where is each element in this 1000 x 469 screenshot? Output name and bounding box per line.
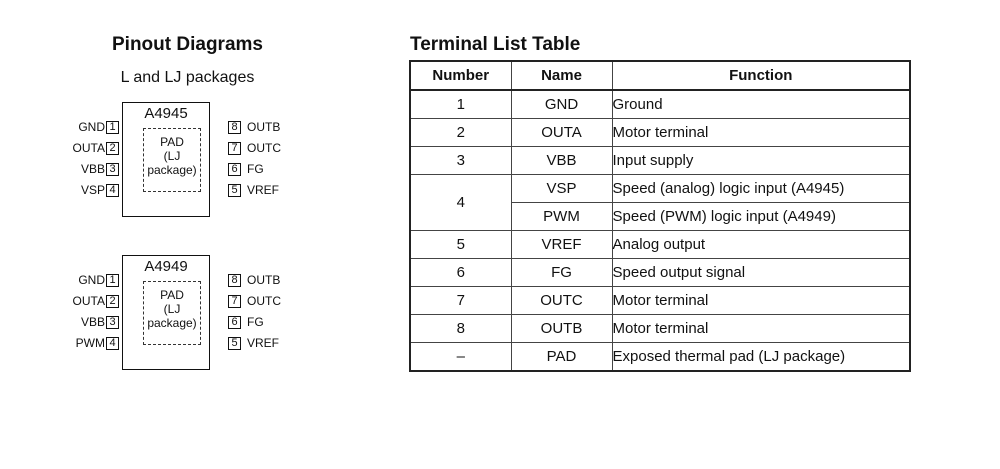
pin-label: OUTB	[247, 120, 281, 134]
pin-number: 7	[228, 295, 241, 308]
pin-number: 8	[228, 121, 241, 134]
table-row	[410, 287, 910, 315]
pin-number: 8	[228, 274, 241, 287]
pin-number: 3	[106, 316, 119, 329]
pin-label: VREF	[247, 183, 280, 197]
pin-label: PWM	[75, 336, 105, 350]
cell-number: 2	[410, 119, 511, 147]
cell-number: 1	[410, 90, 511, 119]
table-title: Terminal List Table	[410, 34, 581, 55]
pin-number: 3	[106, 163, 119, 176]
table-row	[410, 147, 910, 175]
pin-number: 5	[228, 337, 241, 350]
terminal-list-table	[409, 60, 911, 372]
pin-number: 4	[106, 184, 119, 197]
pin-number: 5	[228, 184, 241, 197]
pin-number: 1	[106, 274, 119, 287]
pin-label: GND	[78, 120, 105, 134]
pad-label: package)	[147, 316, 197, 330]
chip-part-number: A4945	[144, 105, 188, 122]
cell-name: OUTA	[511, 119, 612, 147]
pad-label: PAD	[160, 288, 184, 302]
cell-number: 7	[410, 287, 511, 315]
pin-label: OUTA	[72, 141, 105, 155]
cell-function: Motor terminal	[612, 287, 910, 315]
pin-label: FG	[247, 162, 264, 176]
pad-label: (LJ	[163, 302, 181, 316]
cell-name: VBB	[511, 147, 612, 175]
cell-function: Motor terminal	[612, 119, 910, 147]
table-row	[410, 175, 910, 203]
cell-function: Motor terminal	[612, 315, 910, 343]
cell-function: Exposed thermal pad (LJ package)	[612, 343, 910, 372]
cell-name: OUTB	[511, 315, 612, 343]
pin-label: OUTB	[247, 273, 281, 287]
cell-name: PAD	[511, 343, 612, 372]
chip-part-number: A4949	[144, 258, 188, 275]
pinout-subtitle: L and LJ packages	[120, 69, 255, 86]
pin-label: OUTC	[247, 141, 281, 155]
pin-label: OUTC	[247, 294, 281, 308]
pin-label: VSP	[80, 183, 105, 197]
pin-label: OUTA	[72, 294, 105, 308]
cell-name: VREF	[511, 231, 612, 259]
pin-number: 1	[106, 121, 119, 134]
table-row	[410, 231, 910, 259]
header-name: Name	[511, 61, 612, 90]
pin-label: FG	[247, 315, 264, 329]
cell-name: GND	[511, 90, 612, 119]
pad-label: package)	[147, 163, 197, 177]
cell-function: Speed (PWM) logic input (A4949)	[612, 203, 910, 231]
table-header-row	[410, 61, 910, 90]
pin-number: 4	[106, 337, 119, 350]
pin-label: VBB	[80, 162, 105, 176]
chip-body	[122, 102, 210, 217]
table-row	[410, 343, 910, 372]
table-row	[410, 90, 910, 119]
header-function: Function	[612, 61, 910, 90]
pinout-title: Pinout Diagrams	[112, 34, 263, 55]
pin-number: 2	[106, 142, 119, 155]
cell-name: FG	[511, 259, 612, 287]
cell-function: Speed output signal	[612, 259, 910, 287]
pin-label: VBB	[80, 315, 105, 329]
header-number: Number	[410, 61, 511, 90]
package-diagram	[60, 255, 320, 380]
table-row	[410, 315, 910, 343]
pin-number: 6	[228, 316, 241, 329]
cell-function: Ground	[612, 90, 910, 119]
cell-name: OUTC	[511, 287, 612, 315]
table-row	[410, 119, 910, 147]
pad-label: PAD	[160, 135, 184, 149]
pin-label: VREF	[247, 336, 280, 350]
cell-function: Analog output	[612, 231, 910, 259]
cell-name: VSP	[511, 175, 612, 203]
chip-body	[122, 255, 210, 370]
cell-number: 4	[410, 175, 511, 231]
pin-number: 6	[228, 163, 241, 176]
pin-number: 2	[106, 295, 119, 308]
pin-number: 7	[228, 142, 241, 155]
cell-number: 3	[410, 147, 511, 175]
pad-label: (LJ	[163, 149, 181, 163]
cell-number: 5	[410, 231, 511, 259]
pin-label: GND	[78, 273, 105, 287]
cell-function: Speed (analog) logic input (A4945)	[612, 175, 910, 203]
table-row	[410, 259, 910, 287]
thermal-pad	[143, 128, 201, 192]
thermal-pad	[143, 281, 201, 345]
cell-number: 8	[410, 315, 511, 343]
cell-number: 6	[410, 259, 511, 287]
cell-name: PWM	[511, 203, 612, 231]
package-diagram	[60, 102, 320, 227]
cell-number: –	[410, 343, 511, 372]
cell-function: Input supply	[612, 147, 910, 175]
